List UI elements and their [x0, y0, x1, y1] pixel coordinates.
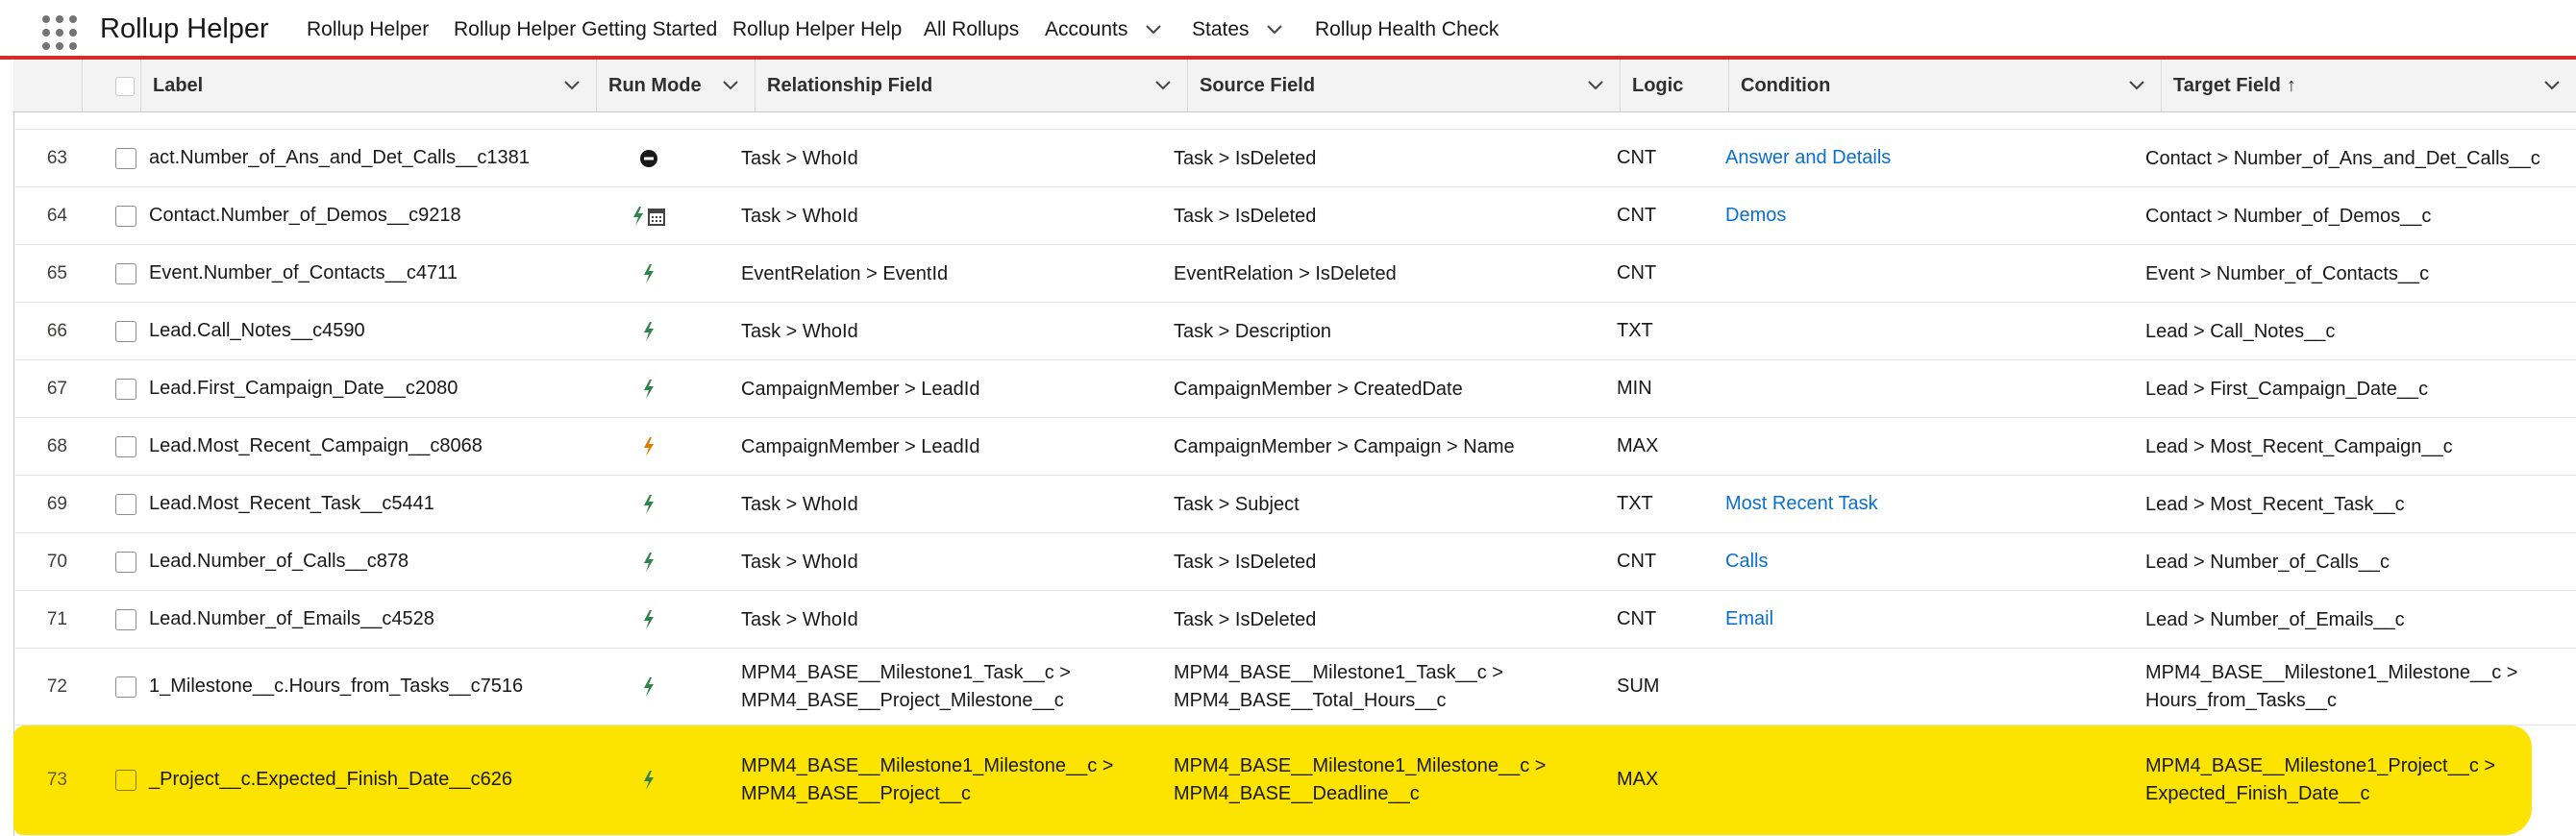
row-label: Lead.Number_of_Calls__c878	[149, 551, 409, 572]
table-body	[13, 112, 2576, 836]
column-header-run-mode[interactable]	[597, 60, 755, 111]
logic-value: TXT	[1617, 320, 1653, 341]
source-field	[1174, 376, 1463, 404]
column-header-label[interactable]	[141, 60, 597, 111]
source-field-line: Task > Description	[1174, 320, 1331, 342]
relationship-field-line: EventRelation > EventId	[741, 262, 949, 284]
table-row[interactable]	[13, 360, 2576, 418]
condition-link[interactable]: Most Recent Task	[1725, 493, 1878, 514]
row-label: Lead.Most_Recent_Task__c5441	[149, 493, 434, 514]
row-number: 73	[46, 770, 67, 790]
relationship-field	[741, 260, 948, 288]
relationship-field-line: Task > WhoId	[741, 320, 858, 342]
source-field-line: CampaignMember > Campaign > Name	[1174, 435, 1515, 457]
chevron-down-icon[interactable]	[1266, 24, 1283, 36]
relationship-field-line: Task > WhoId	[741, 205, 858, 227]
column-header-text: Source Field	[1200, 75, 1316, 96]
chevron-down-icon[interactable]	[1145, 24, 1162, 36]
target-field	[2145, 433, 2453, 461]
nav-tab-label: Rollup Helper Help	[732, 18, 903, 40]
source-field	[1174, 606, 1316, 634]
nav-tab-label: Rollup Helper Getting Started	[454, 18, 718, 40]
chevron-down-icon[interactable]	[2543, 77, 2561, 94]
row-number: 64	[46, 206, 67, 226]
relationship-field-line: Task > WhoId	[741, 608, 858, 630]
column-header-text: Logic	[1632, 75, 1684, 96]
logic-value: SUM	[1617, 676, 1660, 697]
table-row[interactable]	[13, 418, 2576, 476]
target-field	[2145, 549, 2390, 577]
table-row[interactable]	[13, 649, 2576, 725]
row-label: _Project__c.Expected_Finish_Date__c626	[149, 769, 513, 790]
row-checkbox[interactable]	[115, 494, 136, 515]
chevron-down-icon[interactable]	[2128, 77, 2145, 94]
table-row[interactable]	[13, 245, 2576, 303]
sort-ascending-icon[interactable]: ↑	[2286, 75, 2296, 96]
condition-link[interactable]: Calls	[1725, 551, 1769, 572]
app-launcher-icon[interactable]	[42, 15, 77, 50]
source-field-line: Task > IsDeleted	[1174, 551, 1317, 573]
chevron-down-icon[interactable]	[563, 77, 581, 94]
source-field-line: CampaignMember > CreatedDate	[1174, 378, 1463, 400]
row-label: 1_Milestone__c.Hours_from_Tasks__c7516	[149, 676, 524, 697]
source-field-line: MPM4_BASE__Milestone1_Milestone__c >	[1174, 755, 1547, 776]
logic-value: CNT	[1617, 262, 1657, 283]
relationship-field	[741, 376, 979, 404]
source-field-line: MPM4_BASE__Milestone1_Task__c >	[1174, 662, 1503, 683]
row-checkbox[interactable]	[115, 770, 136, 791]
table-row-partial	[13, 112, 2576, 130]
column-header-target-field[interactable]	[2162, 60, 2576, 111]
relationship-field	[741, 659, 1071, 715]
source-field	[1174, 260, 1397, 288]
target-field-line: Hours_from_Tasks__c	[2145, 690, 2337, 711]
source-field-line: Task > IsDeleted	[1174, 608, 1317, 630]
row-checkbox[interactable]	[115, 609, 136, 630]
row-checkbox[interactable]	[115, 379, 136, 400]
target-field-line: Contact > Number_of_Ans_and_Det_Calls__c	[2145, 147, 2540, 169]
column-header-source-field[interactable]	[1188, 60, 1621, 111]
logic-value: CNT	[1617, 147, 1657, 168]
column-header-text: Condition	[1741, 75, 1831, 96]
target-field-line: Lead > First_Campaign_Date__c	[2145, 378, 2429, 400]
chevron-down-icon[interactable]	[1154, 77, 1172, 94]
row-checkbox[interactable]	[115, 676, 136, 698]
row-label: Event.Number_of_Contacts__c4711	[149, 262, 458, 283]
row-label: Lead.Most_Recent_Campaign__c8068	[149, 435, 483, 456]
row-checkbox[interactable]	[115, 436, 136, 457]
bolt-icon	[630, 551, 668, 574]
row-checkbox[interactable]	[115, 263, 136, 284]
target-field-line: MPM4_BASE__Milestone1_Project__c >	[2145, 755, 2496, 776]
row-number: 69	[46, 494, 67, 514]
chevron-down-icon[interactable]	[722, 77, 739, 94]
column-header-text: Target Field	[2173, 75, 2281, 96]
source-field	[1174, 752, 1546, 808]
logic-value: MIN	[1617, 378, 1652, 399]
source-field-line: Task > Subject	[1174, 493, 1300, 515]
nav-tab-rollup-helper[interactable]	[307, 18, 429, 41]
relationship-field	[741, 491, 858, 519]
condition-link[interactable]: Email	[1725, 608, 1774, 629]
relationship-field-line: Task > WhoId	[741, 493, 858, 515]
target-field-line: Lead > Most_Recent_Campaign__c	[2145, 435, 2453, 457]
source-field-line: MPM4_BASE__Deadline__c	[1174, 783, 1420, 804]
target-field	[2145, 491, 2405, 519]
target-field-line: Lead > Number_of_Emails__c	[2145, 608, 2405, 630]
row-checkbox[interactable]	[115, 206, 136, 227]
table-row[interactable]	[13, 533, 2576, 591]
row-number: 67	[46, 379, 67, 399]
source-field-line: Task > IsDeleted	[1174, 147, 1317, 169]
relationship-field-line: CampaignMember > LeadId	[741, 435, 980, 457]
row-label: act.Number_of_Ans_and_Det_Calls__c1381	[149, 147, 530, 168]
nav-tab-all-rollups[interactable]	[924, 18, 1019, 41]
relationship-field	[741, 549, 858, 577]
row-number: 63	[46, 148, 67, 168]
bolt-icon	[630, 608, 668, 631]
target-field	[2145, 606, 2405, 634]
relationship-field-line: Task > WhoId	[741, 551, 858, 573]
source-field	[1174, 549, 1316, 577]
nav-tab-health-check[interactable]	[1315, 18, 1499, 41]
column-header-logic[interactable]	[1621, 60, 1729, 111]
relationship-field	[741, 752, 1113, 808]
nav-tab-help[interactable]	[732, 18, 902, 41]
table-row[interactable]	[13, 476, 2576, 533]
select-all-checkbox[interactable]	[115, 77, 135, 96]
source-field	[1174, 659, 1503, 715]
column-header-relationship-field[interactable]	[755, 60, 1188, 111]
relationship-field-line: Task > WhoId	[741, 147, 858, 169]
relationship-field	[741, 318, 858, 346]
condition-link[interactable]: Demos	[1725, 205, 1787, 226]
row-number: 68	[46, 436, 67, 456]
app-name: Rollup Helper	[100, 13, 269, 44]
row-label: Lead.First_Campaign_Date__c2080	[149, 378, 458, 399]
target-field-line: Contact > Number_of_Demos__c	[2145, 205, 2432, 227]
target-field-line: Event > Number_of_Contacts__c	[2145, 262, 2430, 284]
column-header-text: Run Mode	[608, 75, 702, 96]
row-checkbox[interactable]	[115, 552, 136, 573]
table-row[interactable]	[13, 725, 2576, 835]
row-number: 72	[46, 676, 67, 697]
target-field	[2145, 318, 2335, 346]
row-label: Lead.Number_of_Emails__c4528	[149, 608, 434, 629]
bolt-icon	[630, 378, 668, 401]
relationship-field	[741, 145, 858, 173]
table-row[interactable]	[13, 130, 2576, 187]
nav-tab-label: Rollup Helper	[307, 18, 430, 40]
relationship-field-line: MPM4_BASE__Project_Milestone__c	[741, 690, 1064, 711]
inactive-icon	[630, 147, 668, 170]
select-all-header	[83, 60, 141, 111]
nav-tab-label: States	[1192, 18, 1250, 40]
relationship-field	[741, 203, 858, 231]
relationship-field-line: MPM4_BASE__Milestone1_Milestone__c >	[741, 755, 1114, 776]
table-row[interactable]	[13, 591, 2576, 649]
source-field	[1174, 145, 1316, 173]
source-field-line: Task > IsDeleted	[1174, 205, 1317, 227]
row-number: 70	[46, 552, 67, 572]
table-row[interactable]	[13, 303, 2576, 360]
target-field-line: Lead > Most_Recent_Task__c	[2145, 493, 2405, 515]
row-checkbox[interactable]	[115, 148, 136, 169]
row-number: 65	[46, 263, 67, 283]
relationship-field	[741, 433, 979, 461]
logic-value: CNT	[1617, 551, 1657, 572]
logic-value: MAX	[1617, 435, 1659, 456]
relationship-field-line: CampaignMember > LeadId	[741, 378, 980, 400]
nav-tab-label: Accounts	[1045, 18, 1128, 40]
relationship-field-line: MPM4_BASE__Milestone1_Task__c >	[741, 662, 1071, 683]
condition-link[interactable]: Answer and Details	[1725, 147, 1892, 168]
relationship-field	[741, 606, 858, 634]
logic-value: MAX	[1617, 769, 1659, 790]
source-field-line: EventRelation > IsDeleted	[1174, 262, 1397, 284]
source-field	[1174, 433, 1515, 461]
logic-value: TXT	[1617, 493, 1653, 514]
app-navigation-bar	[0, 0, 2576, 60]
source-field	[1174, 318, 1331, 346]
nav-tab-getting-started[interactable]	[454, 18, 717, 41]
source-field	[1174, 203, 1316, 231]
target-field-line: MPM4_BASE__Milestone1_Milestone__c >	[2145, 662, 2518, 683]
target-field	[2145, 260, 2429, 288]
target-field	[2145, 145, 2540, 173]
target-field	[2145, 376, 2428, 404]
row-number: 66	[46, 321, 67, 341]
nav-tab-label: All Rollups	[924, 18, 1020, 40]
bolt-icon	[630, 262, 668, 285]
logic-value: CNT	[1617, 608, 1657, 629]
logic-value: CNT	[1617, 205, 1657, 226]
target-field-line: Lead > Call_Notes__c	[2145, 320, 2336, 342]
nav-tab-label: Rollup Health Check	[1315, 18, 1499, 40]
bolt-icon	[630, 769, 668, 792]
column-header-text: Relationship Field	[767, 75, 933, 96]
bolt-icon	[630, 676, 668, 699]
target-field	[2145, 659, 2517, 715]
nav-tab-states[interactable]	[1192, 18, 1283, 41]
source-field	[1174, 491, 1300, 519]
target-field	[2145, 752, 2495, 808]
bolt-icon	[630, 493, 668, 516]
row-label: Contact.Number_of_Demos__c9218	[149, 205, 461, 226]
table-row[interactable]	[13, 187, 2576, 245]
bolt-warning-icon	[630, 435, 668, 458]
bolt-calendar-icon	[630, 205, 668, 228]
source-field-line: MPM4_BASE__Total_Hours__c	[1174, 690, 1447, 711]
column-header-text: Label	[153, 75, 204, 96]
target-field-line: Lead > Number_of_Calls__c	[2145, 551, 2390, 573]
target-field	[2145, 203, 2431, 231]
row-label: Lead.Call_Notes__c4590	[149, 320, 365, 341]
column-header-condition[interactable]	[1729, 60, 2162, 111]
target-field-line: Expected_Finish_Date__c	[2145, 783, 2370, 804]
row-number-header	[13, 60, 83, 111]
table-header	[13, 60, 2576, 112]
bolt-icon	[630, 320, 668, 343]
chevron-down-icon[interactable]	[1587, 77, 1604, 94]
row-checkbox[interactable]	[115, 321, 136, 342]
nav-tab-accounts[interactable]	[1045, 18, 1162, 41]
relationship-field-line: MPM4_BASE__Project__c	[741, 783, 972, 804]
row-number: 71	[46, 609, 67, 629]
